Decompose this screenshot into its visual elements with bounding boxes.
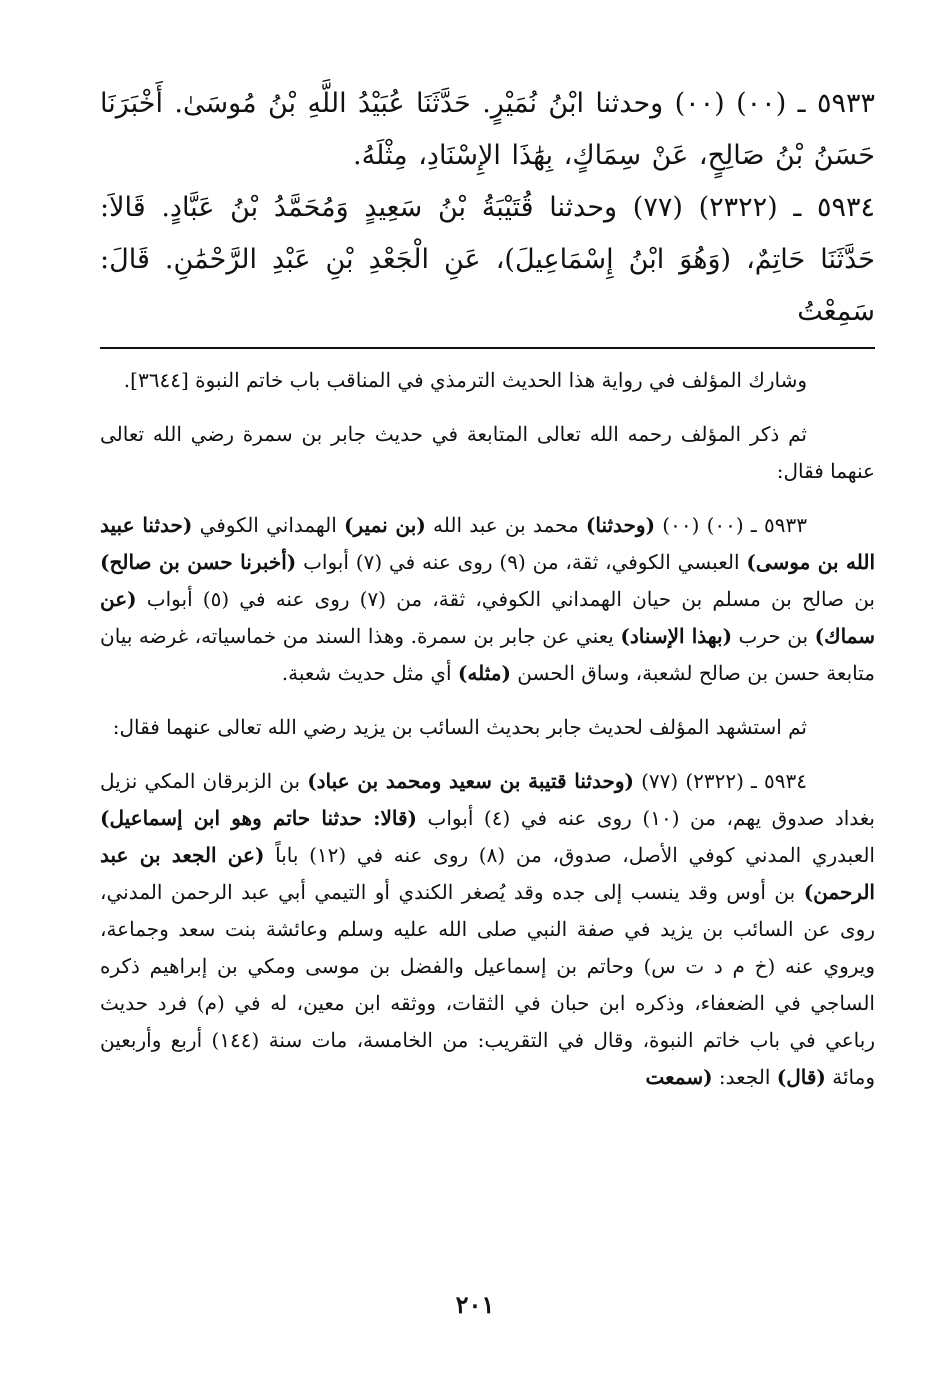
text-run: الهمداني الكوفي: [192, 513, 345, 537]
hadith-5934-line-2: حَدَّثَنَا حَاتِمٌ، (وَهُوَ ابْنُ إِسْمَاعِيلَ)، عَنِ الْجَعْدِ بْنِ عَبْدِ الرَّحْمَٰنِ. قَالَ: سَمِعْتُ: [100, 244, 875, 327]
bold-quote: (وحدثنا قتيبة بن سعيد ومحمد بن عباد): [307, 769, 634, 793]
bold-quote: (عن سماك): [100, 587, 876, 648]
bold-quote: (مثله): [457, 661, 511, 685]
hadith-text: [100, 78, 875, 338]
footnote-divider: [100, 347, 875, 349]
text-run: بن حرب: [732, 624, 815, 648]
bold-quote: (بهذا الإسناد): [620, 624, 733, 648]
hadith-5934-line-1: ٥٩٣٤ ـ (٢٣٢٢) (٧٧) وحدثنا قُتَيْبَةُ بْنُ سَعِيدٍ وَمُحَمَّدُ بْنُ عَبَّادٍ. قَالاَ:: [100, 192, 876, 223]
bold-quote: (عن الجعد بن عبد الرحمن): [100, 843, 875, 904]
text-run: بن الزبرقان المكي نزيل بغداد صدوق يهم، من (١٠) روى عنه في (٤) أبواب: [100, 769, 876, 830]
text-run: يعني عن جابر بن سمرة. وهذا السند من خماسياته، غرضه بيان متابعة حسن بن صالح لشعبة، وساق الحسن: [100, 624, 875, 685]
bold-quote: (أخبرنا حسن بن صالح): [100, 550, 297, 574]
bold-quote: (وحدثنا): [585, 513, 656, 537]
text-run: أي مثل حديث شعبة.: [281, 661, 458, 685]
text-run: الجعد:: [712, 1065, 777, 1089]
bold-quote: (سمعت: [645, 1065, 713, 1089]
bold-quote: (حدثنا عبيد الله بن موسى): [100, 513, 875, 574]
commentary-paragraph-1: وشارك المؤلف في رواية هذا الحديث الترمذي في المناقب باب خاتم النبوة [٣٦٤٤].: [123, 368, 807, 392]
bold-quote: (بن نمير): [344, 513, 426, 537]
commentary-paragraph-3: [100, 507, 875, 692]
bold-quote: (قالا: حدثنا حاتم وهو ابن إسماعيل): [100, 806, 417, 830]
text-run: ٥٩٣٣ ـ (٠٠) (٠٠): [655, 513, 807, 537]
text-run: ٥٩٣٤ ـ (٢٣٢٢) (٧٧): [633, 769, 807, 793]
page-number: ٢٠١: [455, 1290, 495, 1319]
text-run: العبسي الكوفي، ثقة، من (٩) روى عنه في (٧) أبواب: [296, 550, 747, 574]
commentary-paragraph-2: ثم ذكر المؤلف رحمه الله تعالى المتابعة في حديث جابر بن سمرة رضي الله تعالى عنهما فقال:: [100, 422, 875, 483]
bold-quote: (قال): [776, 1065, 826, 1089]
text-run: العبدري المدني كوفي الأصل، صدوق، من (٨) روى عنه في (١٢) باباً: [264, 843, 875, 867]
commentary-paragraph-4: ثم استشهد المؤلف لحديث جابر بحديث السائب بن يزيد رضي الله تعالى عنهما فقال:: [112, 715, 807, 739]
text-run: بن أوس وقد ينسب إلى جده وقد يُصغر الكندي أو التيمي أبي عبد الرحمن المدني، روى عن السائب بن يزيد في صفة النبي صلى الله عليه وسلم وعائشة بنت سعد وجماعة، ويروي عنه (خ م د ت س) وحاتم بن إسماعيل والفضل بن موسى ومكي بن إبراهيم ذكره الساجي في الضعفاء، وذكره ابن حبان في الثقات، ووثقه ابن معين، له في (م) فرد حديث رباعي في باب خاتم النبوة، وقال في التقريب: من الخامسة، مات سنة (١٤٤) أربع وأربعين ومائة: [100, 880, 875, 1089]
commentary: [100, 362, 875, 1113]
text-run: محمد بن عبد الله: [425, 513, 586, 537]
text-run: بن صالح بن مسلم بن حيان الهمداني الكوفي، ثقة، من (٧) روى عنه في (٥) أبواب: [136, 587, 875, 611]
commentary-paragraph-5: [100, 763, 875, 1096]
hadith-5933-line-1: ٥٩٣٣ ـ (٠٠) (٠٠) وحدثنا ابْنُ نُمَيْرٍ. حَدَّثَنَا عُبَيْدُ اللَّهِ بْنُ مُوسَىٰ. أَخْبَرَنَا: [100, 88, 876, 119]
hadith-5933-line-2: حَسَنُ بْنُ صَالِحٍ، عَنْ سِمَاكٍ، بِهَٰذَا الإِسْنَادِ، مِثْلَهُ.: [353, 140, 875, 171]
